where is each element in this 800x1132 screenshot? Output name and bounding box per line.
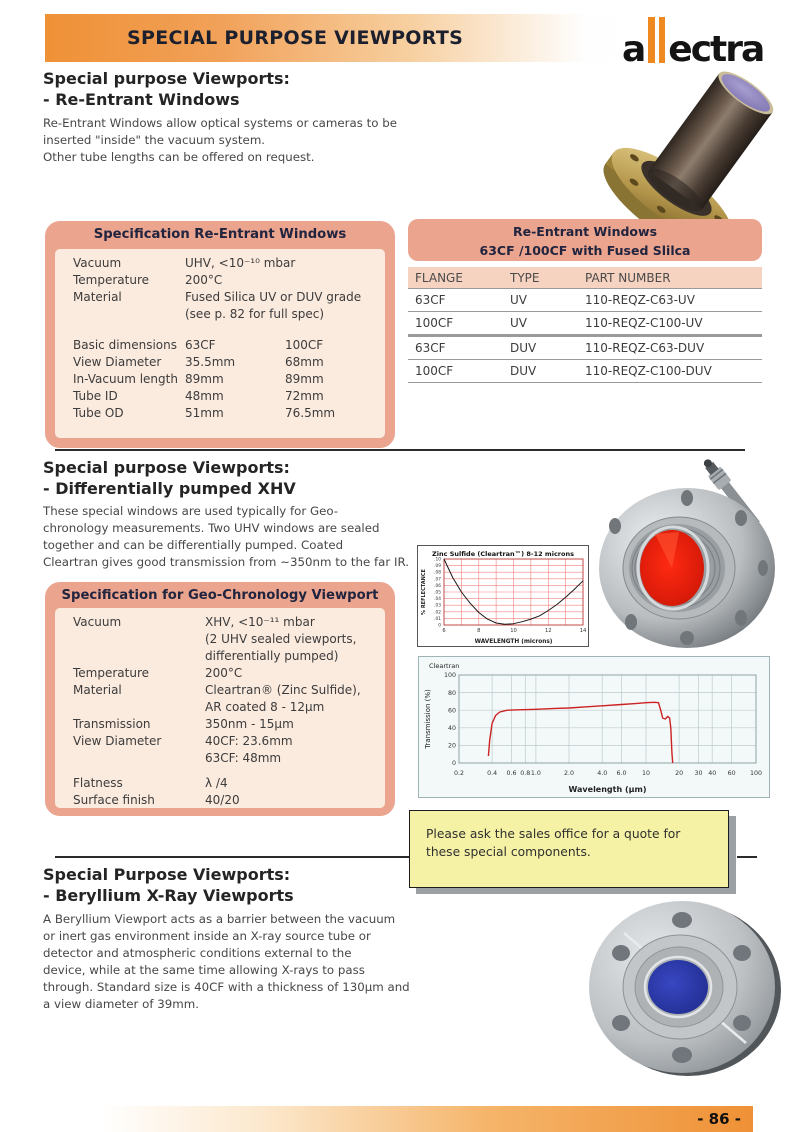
spec-value: differentially pumped) — [205, 649, 339, 663]
svg-text:1.0: 1.0 — [530, 770, 541, 777]
spec-table-title: Specification for Geo-Chronology Viewport — [61, 588, 379, 603]
logo-bar — [659, 17, 666, 63]
parts-cell: 100CF — [415, 364, 454, 378]
svg-text:0.4: 0.4 — [487, 770, 498, 777]
spec-table-geochronology — [45, 582, 395, 816]
spec-value — [285, 306, 385, 323]
spec-row — [73, 716, 385, 733]
spec-label: Temperature — [73, 273, 150, 287]
spec-label: Tube OD — [73, 406, 124, 420]
spec-row — [73, 750, 385, 767]
parts-cell: 63CF — [415, 293, 446, 307]
svg-text:2.0: 2.0 — [563, 770, 575, 777]
svg-text:30: 30 — [694, 770, 703, 777]
svg-text:.05: .05 — [434, 590, 441, 596]
svg-text:.04: .04 — [434, 597, 441, 603]
svg-text:WAVELENGTH (microns): WAVELENGTH (microns) — [474, 639, 553, 645]
spec-value: 89mm — [285, 372, 324, 386]
spec-label: In-Vacuum length — [73, 372, 178, 386]
parts-title-line2: 63CF /100CF with Fused Slilca — [479, 242, 691, 258]
parts-title-line1: Re-Entrant Windows — [512, 224, 658, 239]
spec-value: 63CF — [185, 338, 216, 352]
svg-text:Zinc Sulfide (Cleartran™) 8-12: Zinc Sulfide (Cleartran™) 8-12 microns — [432, 550, 574, 558]
logo-text-ectra: ectra — [668, 28, 764, 70]
svg-text:0.2: 0.2 — [453, 770, 465, 777]
heading-line1: Special purpose Viewports: — [43, 458, 290, 477]
svg-text:0.8: 0.8 — [520, 770, 531, 777]
spec-value: 48mm — [185, 389, 224, 403]
svg-text:8: 8 — [477, 628, 481, 634]
parts-table-row — [408, 360, 762, 383]
spec-label — [73, 648, 205, 665]
spec-value: 72mm — [285, 389, 324, 403]
svg-text:.07: .07 — [434, 577, 441, 583]
spec-row — [73, 255, 385, 272]
spec-label — [73, 631, 205, 648]
section-heading-beryllium — [43, 864, 294, 906]
svg-text:10: 10 — [510, 628, 517, 634]
spec-row — [73, 775, 385, 792]
spec-row — [73, 648, 385, 665]
svg-text:.06: .06 — [434, 583, 441, 589]
svg-text:Wavelength (μm): Wavelength (μm) — [568, 785, 647, 794]
chart-zns-reflectance — [417, 545, 589, 647]
product-photo-beryllium-viewport — [572, 893, 797, 1078]
spec-label: Basic dimensions — [73, 338, 177, 352]
spec-value: (2 UHV sealed viewports, — [205, 632, 357, 646]
spec-value — [285, 289, 385, 306]
svg-text:40: 40 — [708, 770, 717, 777]
svg-text:.09: .09 — [434, 564, 441, 570]
parts-cell: 110-REQZ-C63-DUV — [585, 341, 705, 355]
spec-value: 89mm — [185, 372, 224, 386]
section-divider — [55, 449, 745, 451]
spec-table-reentrant — [45, 221, 395, 448]
column-header-flange: FLANGE — [415, 270, 463, 285]
svg-text:4.0: 4.0 — [597, 770, 608, 777]
heading-line1: Special purpose Viewports: — [43, 69, 290, 88]
heading-line2: - Differentially pumped XHV — [43, 479, 296, 498]
spec-label: Vacuum — [73, 256, 122, 270]
svg-text:Transmission (%): Transmission (%) — [424, 689, 432, 749]
spec-value: 63CF: 48mm — [205, 751, 282, 765]
logo-ll-bars-icon — [648, 17, 665, 63]
svg-text:0.6: 0.6 — [506, 770, 517, 777]
parts-cell: 110-REQZ-C63-UV — [585, 293, 695, 307]
spec-row — [73, 371, 385, 388]
spec-value: 200°C — [205, 666, 243, 680]
svg-text:100: 100 — [443, 672, 456, 680]
spec-label: Vacuum — [73, 615, 122, 629]
spec-value: 200°C — [185, 273, 223, 287]
spec-spacer — [73, 767, 385, 775]
svg-text:6: 6 — [442, 628, 446, 634]
logo-text-a: a — [622, 28, 645, 70]
spec-row — [73, 631, 385, 648]
spec-row — [73, 614, 385, 631]
spec-value: Fused Silica UV or DUV grade — [185, 290, 362, 304]
spec-value: 40/20 — [205, 793, 240, 807]
spec-row — [73, 665, 385, 682]
svg-text:Cleartran: Cleartran — [429, 662, 460, 670]
spec-label: Temperature — [73, 666, 150, 680]
section-heading-xhv — [43, 457, 296, 499]
spec-label: Flatness — [73, 776, 123, 790]
parts-table-rows — [408, 289, 762, 383]
svg-text:20: 20 — [447, 742, 456, 750]
parts-table-row — [408, 289, 762, 312]
heading-line2: - Re-Entrant Windows — [43, 90, 240, 109]
column-header-type: TYPE — [510, 270, 540, 285]
spec-label: Material — [73, 290, 122, 304]
parts-cell: UV — [510, 293, 527, 307]
spec-row — [73, 682, 385, 699]
parts-cell: 110-REQZ-C100-DUV — [585, 364, 712, 378]
svg-text:6.0: 6.0 — [616, 770, 627, 777]
spec-value — [285, 255, 385, 272]
spec-label: Tube ID — [73, 389, 118, 403]
spec-value: 100CF — [285, 338, 324, 352]
spec-value: 35.5mm — [185, 355, 236, 369]
spec-value: (see p. 82 for full spec) — [185, 307, 325, 321]
svg-text:100: 100 — [749, 770, 763, 777]
parts-table-header — [408, 219, 762, 261]
spec-spacer — [73, 323, 385, 337]
spec-table-body — [55, 249, 385, 438]
product-photo-xhv-viewport — [595, 456, 790, 654]
note-text: Please ask the sales office for a quote for these special components. — [426, 827, 681, 859]
spec-label: View Diameter — [73, 734, 162, 748]
spec-row — [73, 354, 385, 371]
logo-bar — [648, 17, 655, 63]
paragraph-xhv: These special windows are used typically for Geo- chronology measurements. Two UHV windows are sealed together and can be differentially pumped. Coated Cleartran gives good transmission from ~350nm to the far IR. — [43, 504, 409, 569]
svg-text:.03: .03 — [434, 603, 441, 609]
svg-text:.10: .10 — [434, 557, 441, 563]
spec-value: 350nm - 15μm — [205, 717, 294, 731]
parts-column-headers — [408, 267, 762, 289]
spec-label: Material — [73, 683, 122, 697]
spec-table-body — [55, 608, 385, 808]
parts-cell: 63CF — [415, 341, 446, 355]
svg-text:10: 10 — [641, 770, 651, 777]
page-title: SPECIAL PURPOSE VIEWPORTS — [127, 27, 464, 49]
svg-text:0: 0 — [451, 760, 456, 768]
header-banner — [45, 14, 631, 62]
spec-label: Surface finish — [73, 793, 155, 807]
heading-line2: - Beryllium X-Ray Viewports — [43, 886, 294, 905]
spec-value: Cleartran® (Zinc Sulfide), — [205, 683, 361, 697]
spec-value — [285, 272, 385, 289]
chart-cleartran-transmission-svg — [419, 657, 769, 797]
spec-label — [73, 306, 185, 323]
svg-text:.02: .02 — [434, 610, 441, 616]
product-photo-reentrant-window — [578, 68, 788, 233]
svg-text:14: 14 — [579, 628, 587, 634]
section-divider-right-stub — [737, 856, 757, 858]
parts-cell: DUV — [510, 364, 537, 378]
page-number: - 86 - — [697, 1110, 741, 1128]
spec-row — [73, 289, 385, 306]
spec-label — [73, 750, 205, 767]
spec-value: 76.5mm — [285, 406, 336, 420]
svg-text:80: 80 — [447, 689, 456, 697]
chart-zns-reflectance-svg — [418, 546, 588, 646]
parts-table-row — [408, 335, 762, 360]
spec-label — [73, 699, 205, 716]
spec-row — [73, 272, 385, 289]
allectra-logo — [622, 6, 772, 70]
column-header-part-number: PART NUMBER — [585, 270, 671, 285]
paragraph-beryllium: A Beryllium Viewport acts as a barrier between the vacuum or inert gas environment inside an X-ray source tube or detector and atmospheric conditions external to the device, while at the same time allowing X-rays to pass through. Standard size is 40CF with a thickness of 130μm and a view diameter of 39mm. — [43, 912, 410, 1011]
svg-text:60: 60 — [447, 707, 456, 715]
note-box — [409, 810, 729, 888]
svg-text:20: 20 — [675, 770, 684, 777]
parts-table — [408, 219, 762, 383]
parts-table-row — [408, 312, 762, 335]
spec-row — [73, 405, 385, 422]
svg-text:.01: .01 — [434, 616, 441, 622]
spec-row — [73, 792, 385, 808]
spec-value: AR coated 8 - 12μm — [205, 700, 325, 714]
parts-cell: DUV — [510, 341, 537, 355]
spec-value: 68mm — [285, 355, 324, 369]
heading-line1: Special Purpose Viewports: — [43, 865, 291, 884]
section-divider — [55, 856, 409, 858]
parts-cell: 100CF — [415, 316, 454, 330]
spec-value: 51mm — [185, 406, 224, 420]
spec-value: UHV, <10⁻¹⁰ mbar — [185, 256, 296, 270]
spec-table-title: Specification Re-Entrant Windows — [93, 227, 347, 242]
svg-text:0: 0 — [438, 623, 441, 629]
section-heading-reentrant — [43, 68, 290, 110]
svg-text:40: 40 — [447, 725, 456, 732]
svg-text:12: 12 — [544, 628, 552, 634]
spec-label: View Diameter — [73, 355, 162, 369]
footer-bar — [100, 1106, 753, 1132]
spec-row — [73, 699, 385, 716]
parts-cell: UV — [510, 316, 527, 330]
svg-text:% REFLECTANCE: % REFLECTANCE — [421, 569, 427, 615]
svg-text:60: 60 — [727, 770, 736, 777]
svg-text:.08: .08 — [434, 570, 441, 576]
spec-value: XHV, <10⁻¹¹ mbar — [205, 615, 315, 629]
spec-row — [73, 337, 385, 354]
spec-row — [73, 388, 385, 405]
spec-value: λ /4 — [205, 776, 228, 790]
spec-row — [73, 306, 385, 323]
chart-cleartran-transmission — [418, 656, 770, 798]
spec-label: Transmission — [73, 717, 151, 731]
paragraph-reentrant: Re-Entrant Windows allow optical systems or cameras to be inserted "inside" the vacuum system. Other tube lengths can be offered on request. — [43, 116, 397, 164]
spec-row — [73, 733, 385, 750]
parts-cell: 110-REQZ-C100-UV — [585, 316, 703, 330]
spec-value: 40CF: 23.6mm — [205, 734, 293, 748]
